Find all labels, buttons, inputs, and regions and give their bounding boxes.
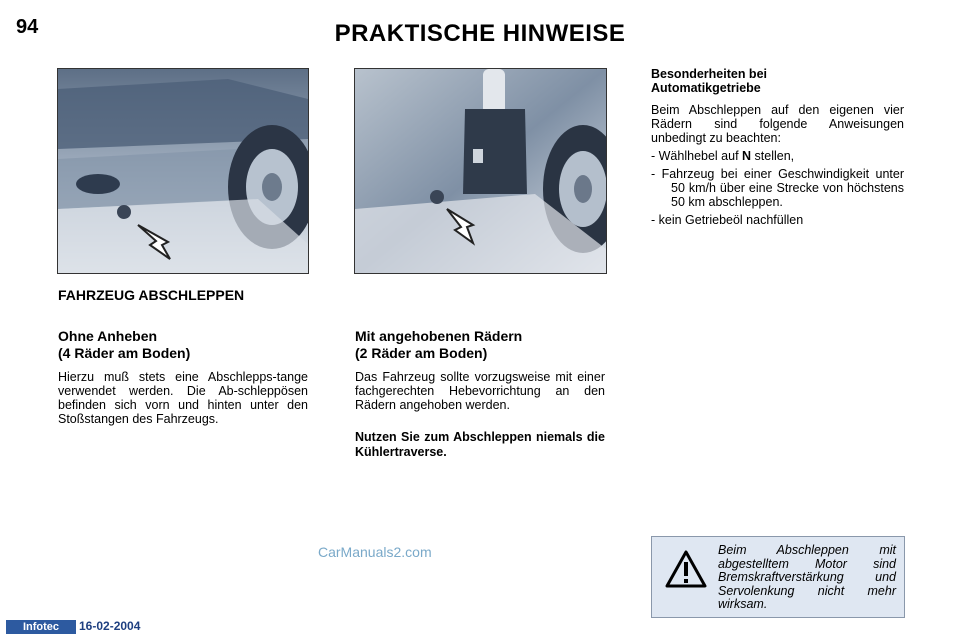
list-item: - Fahrzeug bei einer Geschwindigkeit unter 50 km/h über eine Strecke von höchstens 50 km abschleppen. [651, 167, 904, 209]
middle-heading-line2: (2 Räder am Boden) [355, 345, 488, 361]
item1-prefix: - Wählhebel auf [651, 149, 743, 163]
left-heading-line2: (4 Räder am Boden) [58, 345, 191, 361]
middle-heading-line1: Mit angehobenen Rädern [355, 328, 523, 344]
section-title: FAHRZEUG ABSCHLEPPEN [58, 287, 245, 303]
rear-tow-eye-photo [354, 68, 607, 274]
warning-text: Beim Abschleppen mit abgestelltem Motor sind Bremskraftverstärkung und Servolenkung nicht mehr wirksam. [718, 543, 896, 611]
list-item: - kein Getriebeöl nachfüllen [651, 213, 804, 227]
watermark: CarManuals2.com [318, 544, 432, 560]
footer-date: 16-02-2004 [79, 619, 141, 633]
front-tow-eye-photo [57, 68, 309, 274]
instruction-list [651, 149, 904, 227]
middle-column [355, 328, 605, 460]
left-body: Hierzu muß stets eine Abschlepps-tange verwendet werden. Die Ab-schleppösen befinden sich vorn und hinten unter den Stoßstangen des Fahrzeugs. [58, 370, 308, 426]
page-title: PRAKTISCHE HINWEISE [334, 20, 626, 47]
right-column [651, 67, 904, 231]
middle-body: Das Fahrzeug sollte vorzugsweise mit einer fachgerechten Hebevorrichtung an den Rädern angehoben werden. [355, 370, 605, 412]
item1-suffix: stellen, [751, 149, 795, 163]
list-item [651, 149, 904, 163]
left-column [58, 328, 308, 426]
right-heading-line2: Automatikgetriebe [651, 81, 761, 95]
right-heading-line1: Besonderheiten bei [651, 67, 767, 81]
middle-note: Nutzen Sie zum Abschleppen niemals die Kühlertraverse. [355, 430, 605, 459]
left-heading-line1: Ohne Anheben [58, 328, 158, 344]
warning-triangle-icon [664, 549, 708, 589]
warning-box [651, 536, 905, 618]
right-intro: Beim Abschleppen auf den eigenen vier Rädern sind folgende Anweisungen unbedingt zu beachten: [651, 103, 904, 145]
item1-bold: N [742, 149, 752, 163]
infotec-logo: Infotec [6, 620, 76, 634]
page-number: 94 [16, 16, 39, 38]
